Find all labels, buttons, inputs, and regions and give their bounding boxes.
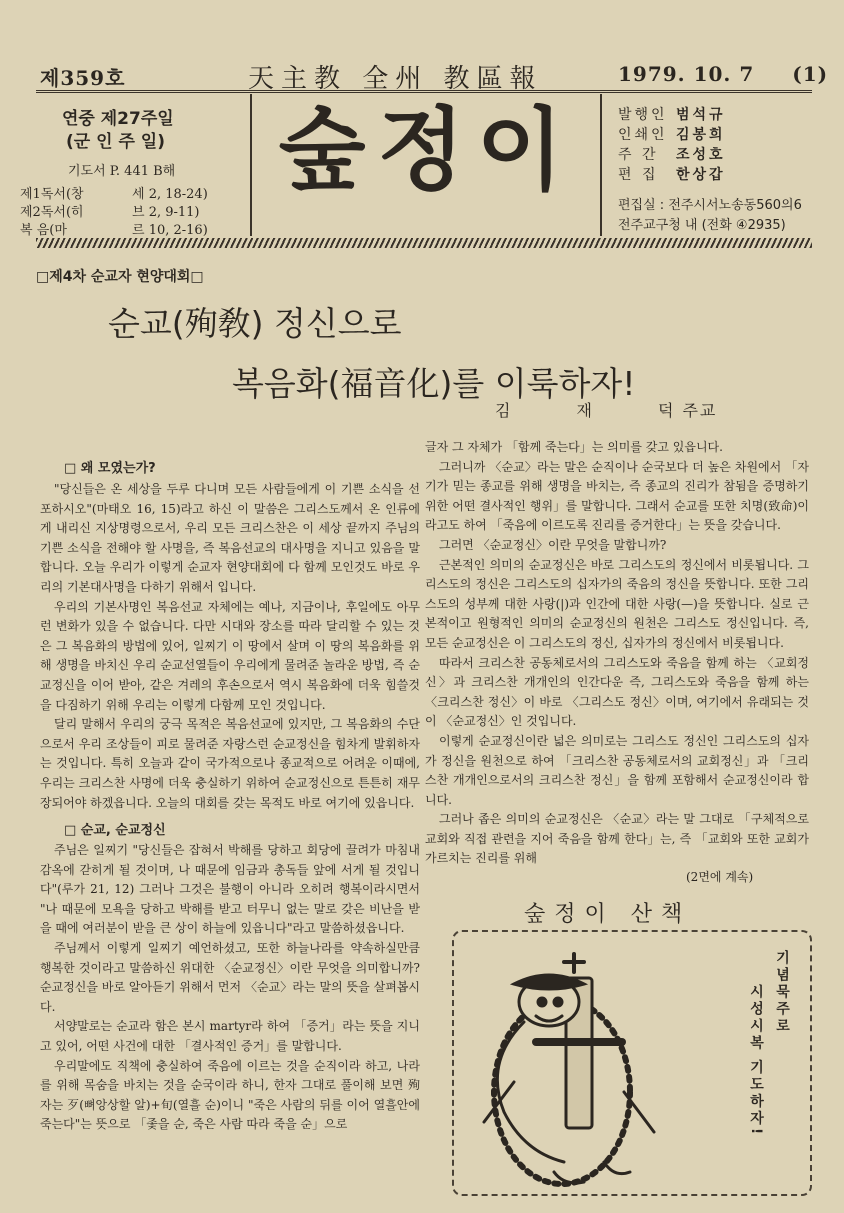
top-rule <box>36 90 812 93</box>
paragraph: 주님께서 이렇게 일찌기 예언하셨고, 또한 하늘나라를 약속하실만큼 행복한 것이라고 말씀하신 위대한 〈순교정신〉이란 무엇을 의미합니까? 순교정신을 바로 알아듣기 위해서 먼저 〈순교〉라는 말의 뜻을 살펴봅시다. <box>40 941 420 1014</box>
divider-left <box>250 94 252 236</box>
paragraph: 주님은 일찌기 "당신들은 잡혀서 박해를 당하고 회당에 끌려가 마침내 감옥에 갇히게 될 것이며, 나 때문에 임금과 총독들 앞에 서게 될 것입니다"(루가 21, 12) 그러나 그것은 불행이 아니라 오히려 행복이라시면서 "나 때문에 모욕을 당하고 박해를 받고 터무니 없는 말로 갖은 비난을 받을 때에 여러분이 받을 큰 상이 하늘에 있읍니다"라고 말씀하셨읍니다. <box>40 843 420 936</box>
office-address: 편집실 : 전주시서노송동560의6 <box>618 198 802 213</box>
divider-right <box>600 94 602 236</box>
paragraph: 그러면 〈순교정신〉이란 무엇을 말합니까? <box>439 537 667 552</box>
paragraph: 글자 그 자체가 「함께 죽는다」는 의미를 갖고 있읍니다. <box>425 440 723 454</box>
liturgy-week: 연중 제27주일 <box>62 109 174 129</box>
staff-publisher <box>618 104 726 124</box>
subhead-martyrdom: □ 순교, 순교정신 <box>64 823 166 839</box>
paragraph: 그러나 좁은 의미의 순교정신은 〈순교〉라는 말 그대로 「구체적으로 교회와 직접 관련을 지어 죽음을 함께 한다」는, 즉 「교회와 또한 교회가 가르치는 진리를 위해 <box>425 812 809 866</box>
reading-ref: 세 2, 18-24) <box>132 187 208 202</box>
paragraph: 따라서 크리스찬 공동체로서의 그리스도와 죽음을 함께 하는 〈교회정신〉과 크리스찬 개개인의 인간다운 즉, 그리스도와 죽음을 함께 하는 〈크리스찬 정신〉이 바로 〈그리스도 정신〉이며, 여기에서 유래되는 것이 〈순교정신〉인 것입니다. <box>425 655 809 729</box>
staff-name: 김봉희 <box>676 127 726 143</box>
headline-line-2: 복음화(福音化)를 이룩하자! <box>232 364 636 403</box>
section-label: □제4차 순교자 현양대회□ <box>36 269 204 285</box>
illustration-caption-2: 시성시복 기도하자! <box>748 984 764 1138</box>
reading-3 <box>20 219 250 238</box>
issue-number: 제359호 <box>40 66 126 90</box>
reading-1 <box>20 183 250 202</box>
paragraph: "당신들은 온 세상을 두루 다니며 모든 사람들에게 이 기쁜 소식을 선포하시오"(마태오 16, 15)라고 하신 이 말씀은 그리스도께서 온 인류에게 내리신 지상명령으로서, 우리 모든 크리스찬은 이 세상 끝까지 주님의 기쁜 소식을 전해야 할 사명을, 즉 복음선교의 대사명을 지니고 있음을 말합니다. 오늘 우리가 이렇게 순교자 현양대회에 다 함께 모인것도 바로 우리의 기본대사명을 다하기 위해서 입니다. <box>40 482 420 594</box>
paper-name: 天主教 全州 教區報 <box>248 64 543 94</box>
issue-date <box>618 62 828 86</box>
author-part: 덕 주교 <box>657 401 718 420</box>
staff-editor <box>618 164 726 184</box>
subhead-why: □ 왜 모였는가? <box>64 461 156 476</box>
article-column-1 <box>40 457 420 1135</box>
staff-role: 발행인 <box>618 107 668 123</box>
paragraph: 근본적인 의미의 순교정신은 바로 그리스도의 정신에서 비롯됩니다. 그리스도의 정신은 그리스도의 십자가의 죽음의 정신을 뜻합니다. 또한 그리스도의 성부께 대한 사랑(|)과 인간에 대한 사랑(—)을 뜻합니다. 실로 근본적이고 원형적인 의미의 순교정신의 원천은 그리스도 정신입니다. 즉, 모든 순교정신은 이 그리스도의 정신, 십자가의 정신에서 비롯됩니다. <box>425 557 809 650</box>
hatched-divider <box>36 238 812 248</box>
staff-name: 조성호 <box>676 147 726 163</box>
author-byline <box>495 398 717 421</box>
staff-name: 범석규 <box>676 107 726 123</box>
staff-printer <box>618 124 726 144</box>
paragraph: 우리말에도 직책에 충실하여 죽음에 이르는 것을 순직이라 하고, 나라를 위해 목숨을 바치는 것을 순국이라 하니, 한자 그대로 풀이해 보면 殉자는 歹(뼈앙상할 알)+旬(열흘 순)이니 "죽은 사람의 뒤를 이어 열흘안에 죽는다"는 뜻으로 「좇을 순, 죽은 사람 따라 죽을 순」으로 <box>40 1058 420 1132</box>
hymnal-ref: 기도서 P. 441 B해 <box>68 164 176 179</box>
liturgy-sunday: (군 인 주 일) <box>66 132 165 152</box>
author-part: 김 <box>495 401 513 420</box>
paragraph: 달리 말해서 우리의 궁극 목적은 복음선교에 있지만, 그 복음화의 수단으로서 우리 조상들이 피로 물려준 자랑스런 순교정신을 힘차게 발휘하자는 것입니다. 특히 오늘과 같이 국가적으로나 종교적으로 어려운 이때에, 우리는 크리스찬 사명에 더욱 충실하기 위하여 순교정신으로 튼튼히 재무장되어야 하겠읍니다. 오늘의 대회를 갖는 목적도 바로 여기에 있읍니다. <box>40 717 420 810</box>
reading-ref: 브 2, 9-11) <box>132 205 200 220</box>
page-number: (1) <box>792 62 829 86</box>
article-column-2 <box>425 438 809 869</box>
illustration-caption-1: 기념묵주로 <box>774 950 790 1035</box>
illustration-title: 숲정이 산책 <box>524 902 692 927</box>
reading-label: 제1독서(창 <box>20 187 84 202</box>
staff-role: 주 간 <box>618 147 659 163</box>
date-text: 1979. 10. 7 <box>618 62 755 86</box>
continued-note: (2면에 계속) <box>686 870 754 884</box>
staff-editor-in-chief <box>618 144 726 164</box>
headline-line-1: 순교(殉敎) 정신으로 <box>108 304 402 343</box>
author-part: 재 <box>576 401 594 420</box>
staff-role: 인쇄인 <box>618 127 668 143</box>
illustration-frame <box>452 930 812 1196</box>
masthead-title: 숲정이 <box>278 98 576 203</box>
paragraph: 그러니까 〈순교〉라는 말은 순직이나 순국보다 더 높은 차원에서 「자기가 믿는 종교를 위해 생명을 바치는, 즉 종교의 진리가 참됨을 증명하기 위한 어떤 결사적인 행위」를 말합니다. 그래서 순교를 또한 치명(致命)이라고도 하여 「죽음에 이르도록 진리를 증거한다」는 뜻을 갖습니다. <box>425 459 809 533</box>
reading-label: 제2독서(히 <box>20 205 84 220</box>
office-phone: 전주교구청 내 (전화 ④2935) <box>618 218 786 233</box>
reading-ref: 르 10, 2-16) <box>132 223 208 238</box>
staff-name: 한상갑 <box>676 167 726 183</box>
reading-2 <box>20 201 250 220</box>
paragraph: 이렇게 순교정신이란 넓은 의미로는 그리스도 정신인 그리스도의 십자가 정신을 원천으로 하여 「크리스찬 공동체로서의 교회정신」과 「크리스찬 개개인으로서의 크리스찬 정신」을 함께 포함해서 순교정신이라 합니다. <box>425 733 809 807</box>
paragraph: 서양말로는 순교라 함은 본시 martyr라 하여 「증거」라는 뜻을 지니고 있어, 어떤 사건에 대한 「결사적인 증거」를 말합니다. <box>40 1019 420 1054</box>
staff-role: 편 집 <box>618 167 659 183</box>
paragraph: 우리의 기본사명인 복음선교 자체에는 예나, 지금이나, 후일에도 아무런 변화가 있을 수 없습니다. 다만 시대와 장소를 따라 달리할 수 있는 것은 그 복음화의 방법에 있어, 일찌기 이 땅에서 살며 이 땅의 복음화를 위해 생명을 바치신 우리 순교선열들이 우리에게 물려준 놀라운 방법, 즉 순교정신을 이어 받아, 같은 겨레의 후손으로서 역시 복음화에 더욱 힘쓸것을 다짐하기 위해 우리는 이렇게 다함께 모인 것입니다. <box>40 599 420 712</box>
reading-label: 복 음(마 <box>20 223 67 238</box>
